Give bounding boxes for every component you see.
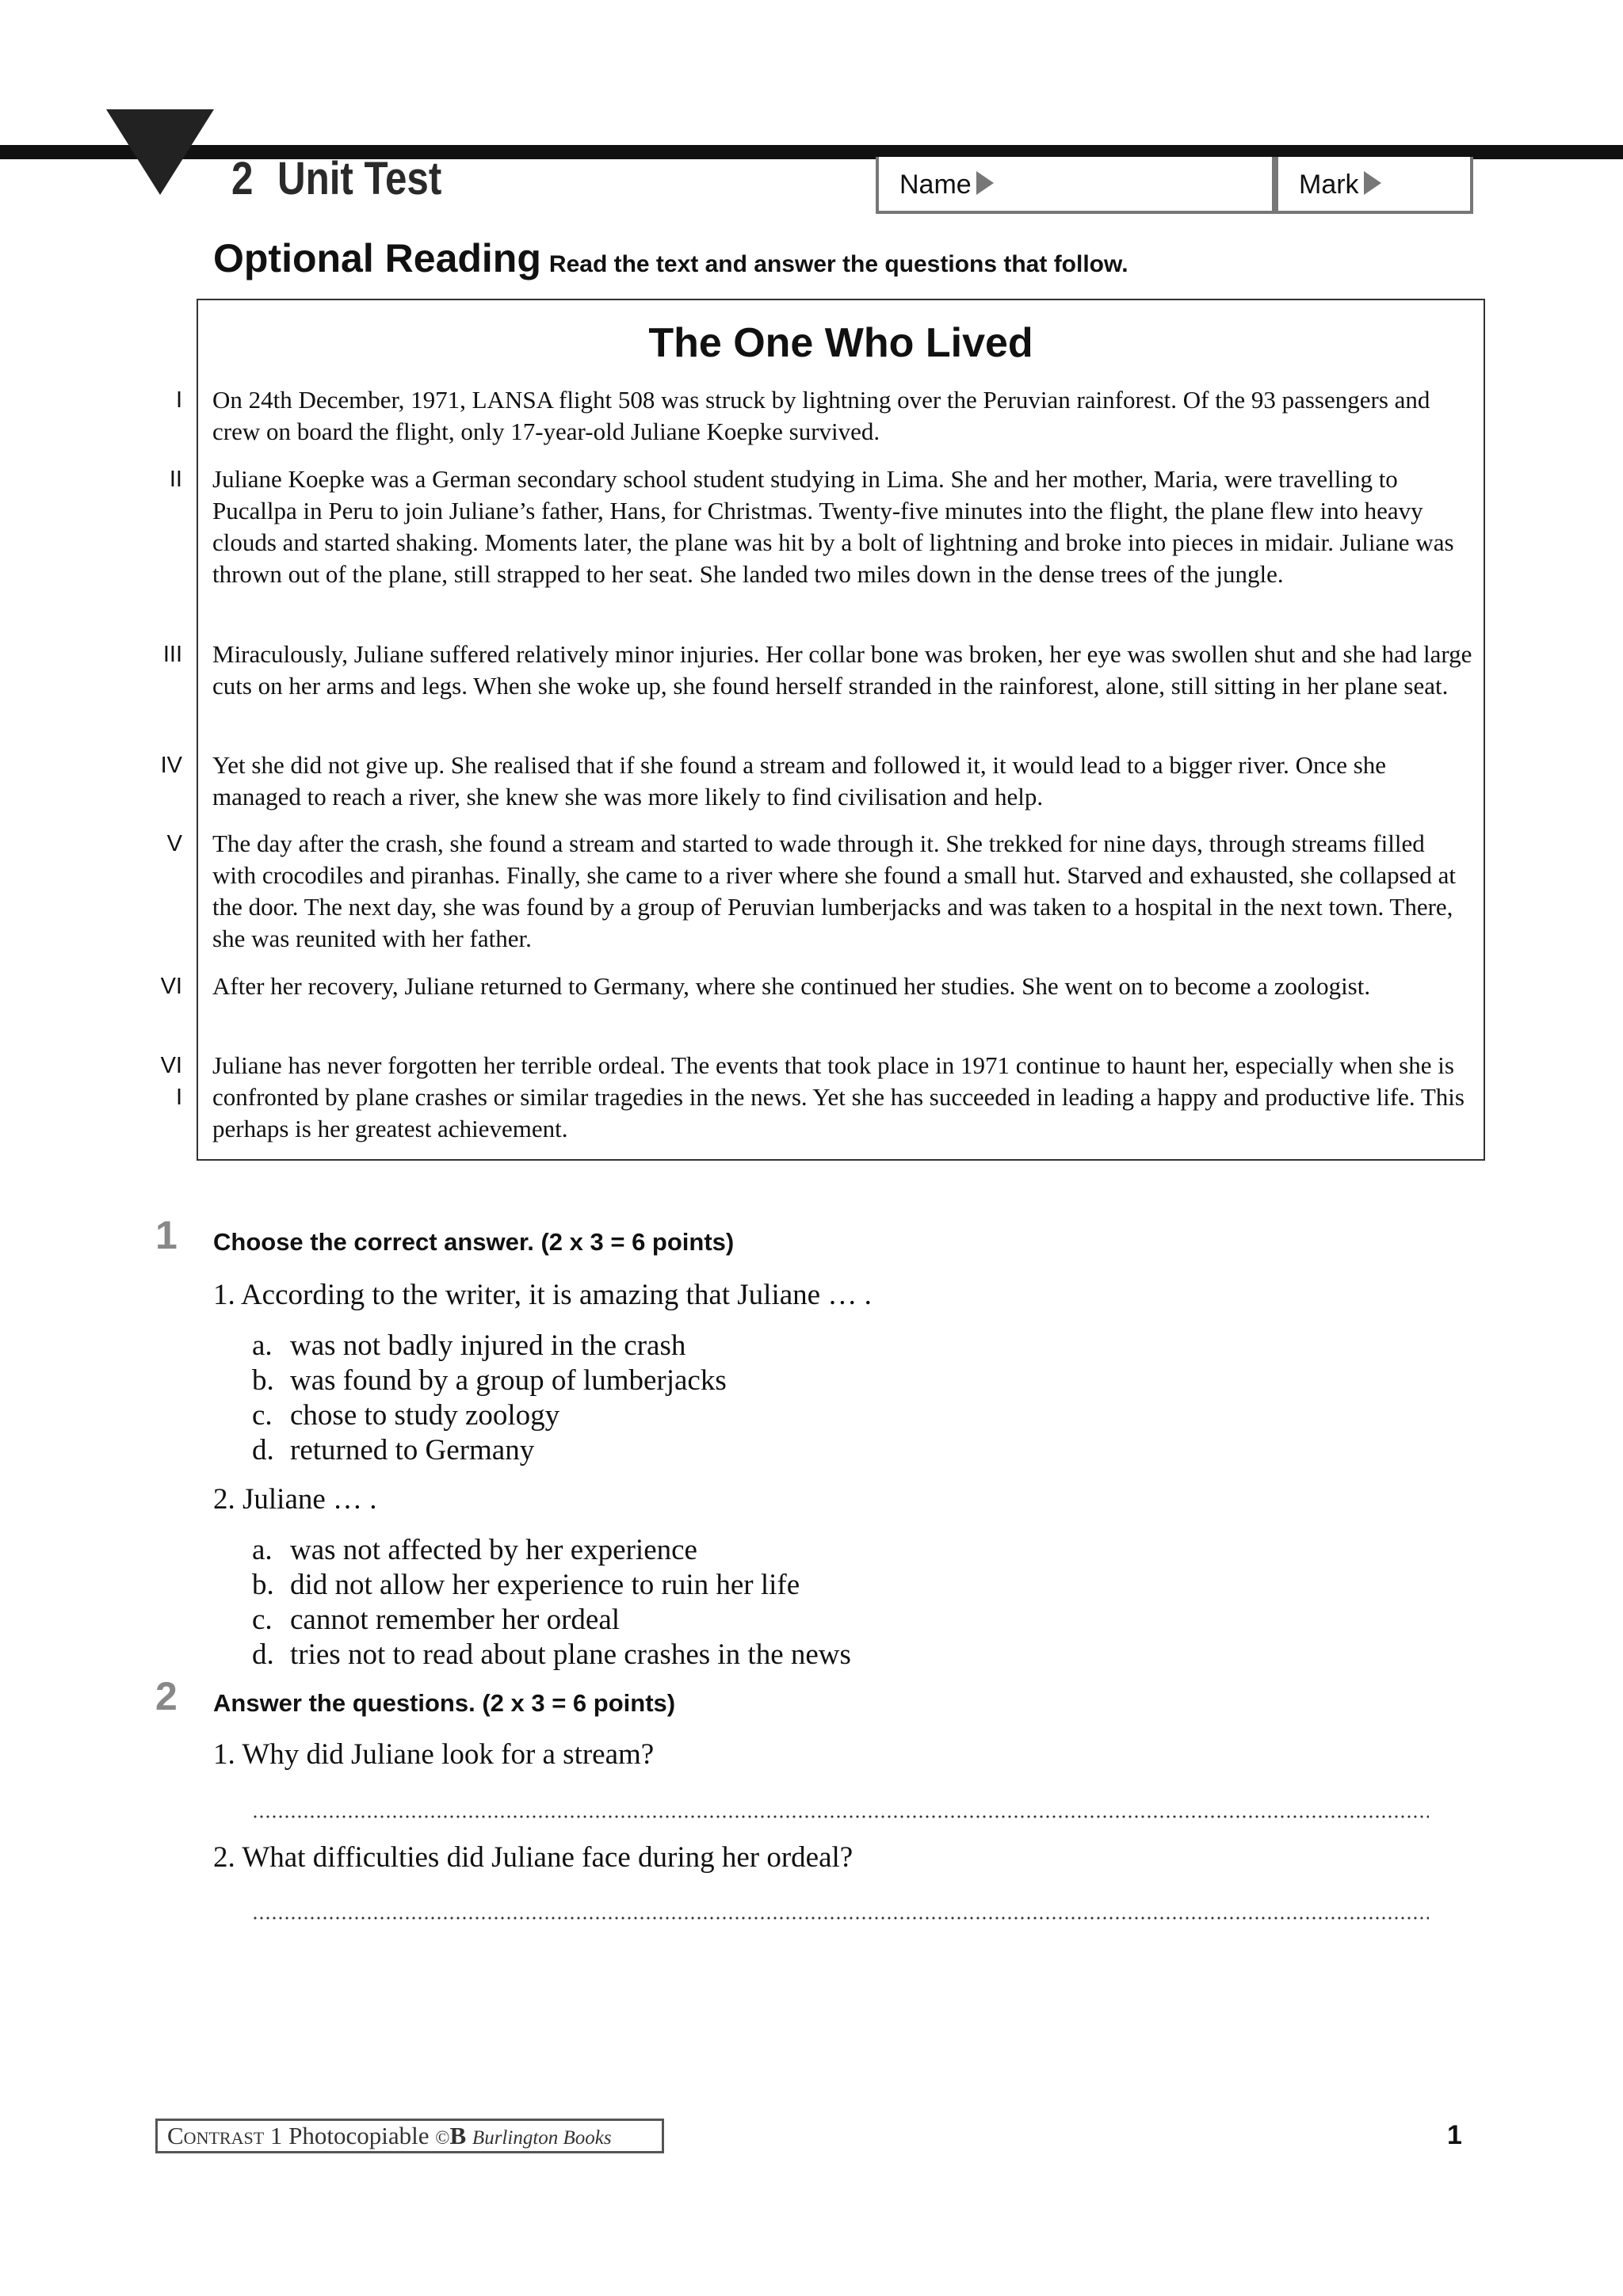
passage-paragraph: Juliane Koepke was a German secondary school student studying in Lima. She and her mother, Maria, were travelling to Pucallpa in Peru to join Juliane’s father, Hans, for Christmas. Twenty-five minutes into the flight, the plane flew into heavy clouds and started shaking. Moments later, the plane was hit by a bolt of lightning and broke into pieces in midair. Juliane was thrown out of the plane, still strapped to her seat. She landed two miles down in the dense trees of the jungle. bbox=[212, 465, 1454, 588]
mark-label: Mark bbox=[1299, 170, 1381, 200]
passage-paragraph: After her recovery, Juliane returned to Germany, where she continued her studies. She went on to become a zoologist. bbox=[212, 972, 1371, 1000]
publisher-logo: B bbox=[449, 2122, 467, 2149]
unit-number: 2 bbox=[231, 153, 254, 204]
triangle-marker-icon bbox=[106, 109, 214, 195]
answer-option[interactable]: d. tries not to read about plane crashes in the news bbox=[252, 1638, 851, 1671]
question-text: 1. Why did Juliane look for a stream? bbox=[213, 1738, 655, 1771]
passage-title: The One Who Lived bbox=[648, 320, 1033, 366]
answer-option[interactable]: c. chose to study zoology bbox=[252, 1399, 560, 1432]
mark-field[interactable] bbox=[1275, 157, 1473, 214]
section-title: Optional Reading Read the text and answer the questions that follow. bbox=[213, 236, 1128, 280]
paragraph-number: I bbox=[175, 387, 182, 413]
unit-title: Unit Test bbox=[277, 153, 442, 204]
answer-option[interactable]: a. was not badly injured in the crash bbox=[252, 1329, 686, 1362]
section-instruction: Read the text and answer the questions that follow. bbox=[548, 251, 1128, 277]
passage-paragraph: The day after the crash, she found a stream and started to wade through it. She trekked for nine days, through streams filled with crocodiles and piranhas. Finally, she came to a river where she found a small hut. Starved and exhausted, she collapsed at the door. The next day, she was found by a group of Peruvian lumberjacks and was taken to a hospital in the next town. There, she was reunited with her father. bbox=[212, 830, 1457, 952]
exercise-instruction: Choose the correct answer. (2 x 3 = 6 points) bbox=[213, 1228, 735, 1256]
paragraph-number: V bbox=[166, 831, 182, 856]
paragraph-number: III bbox=[162, 642, 182, 667]
name-field[interactable] bbox=[876, 157, 1275, 214]
answer-option[interactable]: d. returned to Germany bbox=[252, 1434, 535, 1466]
question-text: 2. Juliane … . bbox=[213, 1483, 377, 1516]
answer-option[interactable]: b. did not allow her experience to ruin her life bbox=[252, 1569, 800, 1601]
answer-option[interactable]: c. cannot remember her ordeal bbox=[252, 1604, 621, 1636]
paragraph-number: II bbox=[169, 467, 182, 492]
footer-credit: Contrast 1 Photocopiable ©B Burlington Books bbox=[155, 2119, 664, 2153]
passage-paragraph: On 24th December, 1971, LANSA flight 508 was struck by lightning over the Peruvian rainforest. Of the 93 passengers and crew on board the flight, only 17-year-old Juliane Koepke survived. bbox=[212, 386, 1430, 445]
question-text: 2. What difficulties did Juliane face during her ordeal? bbox=[213, 1841, 854, 1874]
paragraph-number: VI bbox=[160, 974, 182, 999]
passage-paragraph: Juliane has never forgotten her terrible ordeal. The events that took place in 1971 continue to haunt her, especially when she is confronted by plane crashes or similar tragedies in the news. Yet she has succeeded in leading a happy and productive life. This perhaps is her greatest achievement. bbox=[212, 1051, 1465, 1142]
answer-option[interactable]: b. was found by a group of lumberjacks bbox=[252, 1364, 727, 1397]
exercise-instruction: Answer the questions. (2 x 3 = 6 points) bbox=[213, 1689, 676, 1717]
passage-paragraph: Miraculously, Juliane suffered relatively minor injuries. Her collar bone was broken, her eye was swollen shut and she had large cuts on her arms and legs. When she woke up, she found herself stranded in the rainforest, alone, still sitting in her plane seat. bbox=[212, 640, 1472, 700]
answer-option[interactable]: a. was not affected by her experience bbox=[252, 1534, 697, 1566]
paragraph-number: VI I bbox=[160, 1053, 182, 1110]
answer-line[interactable] bbox=[252, 1916, 1429, 1920]
exercise-number: 1 bbox=[155, 1213, 178, 1257]
name-label: Name bbox=[899, 170, 994, 200]
arrow-right-icon bbox=[1364, 171, 1381, 195]
reading-passage bbox=[197, 299, 1485, 1161]
passage-paragraph: Yet she did not give up. She realised that if she found a stream and followed it, it would lead to a bigger river. Once she managed to reach a river, she knew she was more likely to find civilisation and help. bbox=[212, 751, 1387, 810]
arrow-right-icon bbox=[976, 171, 994, 195]
page-number: 1 bbox=[1447, 2120, 1462, 2150]
question-text: 1. According to the writer, it is amazing that Juliane … . bbox=[213, 1279, 872, 1311]
paragraph-number: IV bbox=[160, 753, 182, 778]
exercise-number: 2 bbox=[155, 1674, 178, 1718]
answer-line[interactable] bbox=[252, 1814, 1429, 1819]
